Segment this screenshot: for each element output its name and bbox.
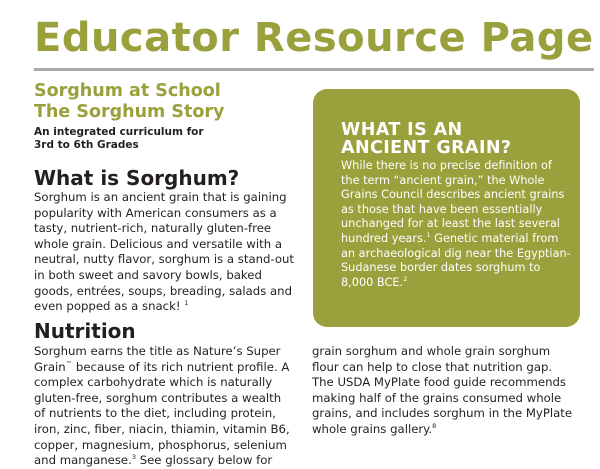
callout-body-part-2: Genetic material from an archaeological dig near the Egyptian-Sudanese border dates sorghum to 8,000 BCE. bbox=[341, 231, 571, 289]
nutrition-col1-part-2: because of its rich nutrient profile. A complex carbohydrate which is naturally gluten-free, sorghum contributes a wealth of nutrients to the diet, including protein, iron, zinc, fiber, niacin, thiamin, vitamin B6, copper, magnesium, phosphorus, selenium and manganese. bbox=[34, 359, 290, 468]
callout-heading bbox=[341, 121, 580, 157]
curriculum-line-2: 3rd to 6th Grades bbox=[34, 139, 139, 151]
callout-heading-line-2: ANCIENT GRAIN? bbox=[341, 138, 512, 158]
nutrition-col1-part-3: See glossary below for bbox=[135, 453, 273, 468]
nutrition-text-column-1 bbox=[34, 344, 296, 469]
page-title: Educator Resource Page bbox=[34, 15, 594, 61]
callout-text bbox=[341, 159, 573, 290]
what-is-sorghum-body: Sorghum is an ancient grain that is gaining popularity with American consumers as a tasty, nutrient-rich, naturally gluten-free whole grain. Delicious and versatile with a neutral, nutty flavor, sorghum is a stand-out in both sweet and savory bowls, baked goods, entrées, soups, breading, salads and even popped as a snack! bbox=[34, 190, 295, 314]
curriculum-line-1: An integrated curriculum for bbox=[34, 126, 204, 138]
footnote-ref: 3 bbox=[131, 453, 136, 462]
footnote-ref: 1 bbox=[184, 299, 189, 308]
nutrition-col2-body: grain sorghum and whole grain sorghum flour can help to close that nutrition gap. The USDA MyPlate food guide recommends making half of the grains consumed whole grains, and includes sorghum in the MyPlate whole grains gallery. bbox=[312, 344, 573, 436]
ancient-grain-callout bbox=[313, 89, 580, 327]
callout-body-part-1: While there is no precise definition of the term “ancient grain,” the Whole Grains Council describes ancient grains as those that have been essentially unchanged for at least the last several hundred years. bbox=[341, 159, 565, 245]
what-is-sorghum-text bbox=[34, 190, 304, 315]
title-divider bbox=[34, 68, 594, 71]
nutrition-text-column-2 bbox=[312, 344, 574, 438]
curriculum-description bbox=[34, 126, 284, 152]
nutrition-col1-part-1: Sorghum earns the title as Nature’s Super Grain bbox=[34, 344, 281, 374]
program-subtitle: The Sorghum Story bbox=[34, 102, 225, 122]
trademark-symbol: ™ bbox=[65, 359, 73, 368]
footnote-ref: 2 bbox=[403, 274, 408, 283]
program-title: Sorghum at School bbox=[34, 81, 221, 101]
callout-heading-line-1: WHAT IS AN bbox=[341, 120, 463, 140]
footnote-ref: 8 bbox=[432, 422, 437, 431]
nutrition-heading: Nutrition bbox=[34, 319, 136, 343]
footnote-ref: 1 bbox=[426, 231, 431, 240]
what-is-sorghum-heading: What is Sorghum? bbox=[34, 166, 240, 190]
